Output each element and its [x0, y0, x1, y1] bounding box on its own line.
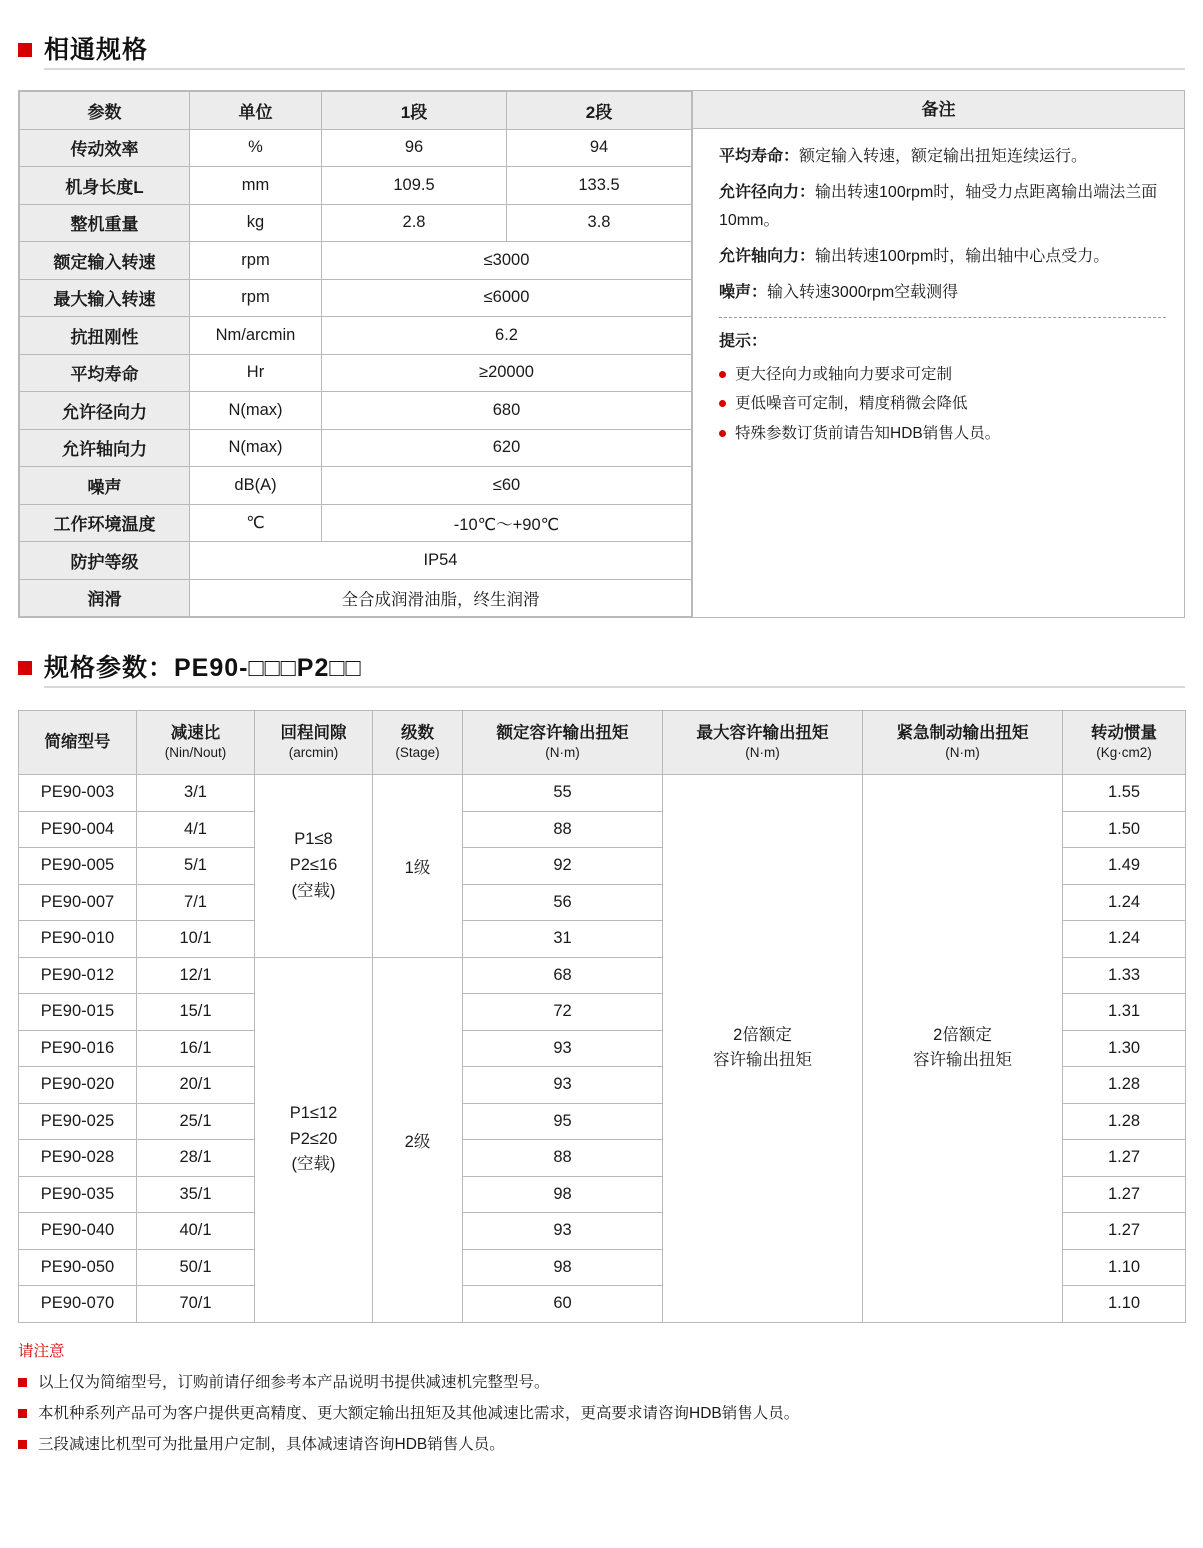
remark-label: 允许轴向力：	[719, 248, 816, 265]
section-heading-model-spec	[18, 648, 1185, 688]
spec-param-label: 平均寿命	[20, 354, 190, 392]
ratio-value: 5/1	[137, 848, 255, 885]
col-header-1: 简缩型号	[19, 711, 137, 775]
model-name: PE90-010	[19, 921, 137, 958]
notes-block	[18, 1339, 1185, 1478]
spec-unit: Hr	[190, 354, 322, 392]
table-row	[20, 279, 692, 317]
col-header-unit: (N·m)	[545, 745, 580, 761]
tip-item: 特殊参数订货前请告知HDB销售人员。	[719, 419, 1166, 448]
spec-value-stage1: 96	[322, 129, 507, 167]
tip-item: 更大径向力或轴向力要求可定制	[719, 360, 1166, 389]
note-item: 本机种系列产品可为客户提供更高精度、更大额定输出扭矩及其他减速比需求，更高要求请咨询HDB销售人员。	[18, 1398, 1185, 1429]
rated-output-torque: 98	[463, 1249, 663, 1286]
model-name: PE90-035	[19, 1176, 137, 1213]
spec-unit: dB(A)	[190, 467, 322, 505]
spec-param-label: 整机重量	[20, 204, 190, 242]
remark-body	[693, 129, 1184, 458]
ratio-value: 16/1	[137, 1030, 255, 1067]
remark-text: 输出转速100rpm时，输出轴中心点受力。	[815, 248, 1110, 265]
col-header-unit: (arcmin)	[288, 745, 339, 761]
spec-value-stage2: 133.5	[507, 167, 692, 205]
inertia-value: 1.10	[1063, 1286, 1186, 1323]
spec-param-label: 传动效率	[20, 129, 190, 167]
model-name: PE90-070	[19, 1286, 137, 1323]
ratio-value: 7/1	[137, 884, 255, 921]
ratio-value: 40/1	[137, 1213, 255, 1250]
ratio-value: 10/1	[137, 921, 255, 958]
tip-title: 提示：	[719, 333, 768, 350]
tip-item: 更低噪音可定制，精度稍微会降低	[719, 389, 1166, 418]
document-page	[0, 30, 1203, 1478]
rated-output-torque: 92	[463, 848, 663, 885]
inertia-value: 1.28	[1063, 1067, 1186, 1104]
stage-group-1: 1级	[373, 775, 463, 958]
spec-unit: mm	[190, 167, 322, 205]
inertia-value: 1.49	[1063, 848, 1186, 885]
stage-group-2: 2级	[373, 957, 463, 1322]
rated-output-torque: 88	[463, 1140, 663, 1177]
model-spec-block	[18, 710, 1185, 1323]
remark-item	[719, 143, 1166, 171]
table-row	[20, 204, 692, 242]
remark-label: 噪声：	[719, 284, 768, 301]
spec-param-label: 防护等级	[20, 542, 190, 580]
remark-item	[719, 279, 1166, 307]
rated-output-torque: 31	[463, 921, 663, 958]
remark-text: 输入转速3000rpm空载测得	[767, 284, 959, 301]
col-header-4: 级数 (Stage)	[373, 711, 463, 775]
model-name: PE90-004	[19, 811, 137, 848]
rated-output-torque: 93	[463, 1213, 663, 1250]
col-header-unit: (N·m)	[945, 745, 980, 761]
spec-param-label: 工作环境温度	[20, 504, 190, 542]
spec-unit: kg	[190, 204, 322, 242]
table-row	[20, 129, 692, 167]
spec-value: IP54	[190, 542, 692, 580]
inertia-value: 1.50	[1063, 811, 1186, 848]
inertia-value: 1.30	[1063, 1030, 1186, 1067]
spec-param-label: 机身长度L	[20, 167, 190, 205]
model-name: PE90-025	[19, 1103, 137, 1140]
table-row	[20, 542, 692, 580]
remark-label: 平均寿命：	[719, 148, 800, 165]
col-header-stage1: 1段	[322, 92, 507, 130]
inertia-value: 1.10	[1063, 1249, 1186, 1286]
spec-param-label: 允许轴向力	[20, 429, 190, 467]
table-row	[20, 354, 692, 392]
spec-value: 全合成润滑油脂，终生润滑	[190, 579, 692, 617]
table-header-row	[20, 92, 692, 130]
remark-label: 允许径向力：	[719, 184, 816, 201]
spec-value-stage1: 2.8	[322, 204, 507, 242]
ratio-value: 4/1	[137, 811, 255, 848]
note-item: 三段减速比机型可为批量用户定制，具体减速请咨询HDB销售人员。	[18, 1429, 1185, 1460]
table-row	[20, 317, 692, 355]
spec-unit: rpm	[190, 279, 322, 317]
spec-unit: N(max)	[190, 429, 322, 467]
col-header-7: 紧急制动输出扭矩 (N·m)	[863, 711, 1063, 775]
ratio-value: 35/1	[137, 1176, 255, 1213]
inertia-value: 1.28	[1063, 1103, 1186, 1140]
remark-panel	[692, 91, 1184, 617]
table-row	[20, 242, 692, 280]
model-name: PE90-003	[19, 775, 137, 812]
rated-output-torque: 60	[463, 1286, 663, 1323]
notes-title: 请注意	[18, 1342, 65, 1360]
dashed-divider	[719, 317, 1166, 318]
col-header-stage2: 2段	[507, 92, 692, 130]
table-row	[19, 775, 1186, 812]
inertia-value: 1.27	[1063, 1176, 1186, 1213]
inertia-value: 1.27	[1063, 1140, 1186, 1177]
brake-output-torque: 2倍额定 容许输出扭矩	[863, 775, 1063, 1323]
rated-output-torque: 98	[463, 1176, 663, 1213]
section-title: 规格参数：PE90-□□□P2□□	[44, 654, 362, 682]
spec-param-label: 噪声	[20, 467, 190, 505]
col-header-unit: (N·m)	[745, 745, 780, 761]
inertia-value: 1.24	[1063, 921, 1186, 958]
spec-value: ≥20000	[322, 354, 692, 392]
model-name: PE90-028	[19, 1140, 137, 1177]
max-output-torque: 2倍额定 容许输出扭矩	[663, 775, 863, 1323]
section-title: 相通规格	[44, 36, 149, 64]
backlash-group-2: P1≤12 P2≤20 (空载)	[255, 957, 373, 1322]
remark-text: 输出转速100rpm时，轴受力点距离输出端法兰面10mm。	[719, 184, 1158, 229]
notes-list	[18, 1367, 1185, 1460]
model-name: PE90-020	[19, 1067, 137, 1104]
spec-value-stage2: 3.8	[507, 204, 692, 242]
rated-output-torque: 95	[463, 1103, 663, 1140]
rated-output-torque: 56	[463, 884, 663, 921]
backlash-group-1: P1≤8 P2≤16 (空载)	[255, 775, 373, 958]
spec-param-label: 润滑	[20, 579, 190, 617]
ratio-value: 25/1	[137, 1103, 255, 1140]
col-header-3: 回程间隙 (arcmin)	[255, 711, 373, 775]
tips-list	[719, 360, 1166, 448]
spec-param-label: 最大输入转速	[20, 279, 190, 317]
spec-value: 680	[322, 392, 692, 430]
ratio-value: 20/1	[137, 1067, 255, 1104]
col-header-unit: (Nin/Nout)	[164, 745, 227, 761]
ratio-value: 50/1	[137, 1249, 255, 1286]
col-header-8: 转动惯量 (Kg·cm2)	[1063, 711, 1186, 775]
rated-output-torque: 93	[463, 1030, 663, 1067]
table-row	[20, 579, 692, 617]
spec-value: 6.2	[322, 317, 692, 355]
ratio-value: 15/1	[137, 994, 255, 1031]
remark-item	[719, 243, 1166, 271]
rated-output-torque: 55	[463, 775, 663, 812]
inertia-value: 1.24	[1063, 884, 1186, 921]
ratio-value: 3/1	[137, 775, 255, 812]
spec-value: ≤3000	[322, 242, 692, 280]
col-header-param: 参数	[20, 92, 190, 130]
col-header-5: 额定容许输出扭矩 (N·m)	[463, 711, 663, 775]
note-item: 以上仅为简缩型号，订购前请仔细参考本产品说明书提供减速机完整型号。	[18, 1367, 1185, 1398]
model-name: PE90-007	[19, 884, 137, 921]
ratio-value: 28/1	[137, 1140, 255, 1177]
model-name: PE90-012	[19, 957, 137, 994]
ratio-value: 70/1	[137, 1286, 255, 1323]
common-spec-block	[18, 90, 1185, 618]
inertia-value: 1.31	[1063, 994, 1186, 1031]
col-header-unit: 单位	[190, 92, 322, 130]
spec-unit: Nm/arcmin	[190, 317, 322, 355]
table-row	[20, 504, 692, 542]
square-bullet-icon	[18, 43, 32, 57]
section-heading-common-spec	[18, 30, 1185, 70]
rated-output-torque: 72	[463, 994, 663, 1031]
inertia-value: 1.55	[1063, 775, 1186, 812]
ratio-value: 12/1	[137, 957, 255, 994]
model-name: PE90-005	[19, 848, 137, 885]
spec-param-label: 抗扭刚性	[20, 317, 190, 355]
remark-item	[719, 179, 1166, 235]
col-header-unit: (Stage)	[395, 745, 440, 761]
inertia-value: 1.27	[1063, 1213, 1186, 1250]
spec-unit: ℃	[190, 504, 322, 542]
square-bullet-icon	[18, 661, 32, 675]
spec-unit: N(max)	[190, 392, 322, 430]
rated-output-torque: 93	[463, 1067, 663, 1104]
spec-value: ≤6000	[322, 279, 692, 317]
spec-value: ≤60	[322, 467, 692, 505]
table-row	[20, 429, 692, 467]
rated-output-torque: 68	[463, 957, 663, 994]
model-name: PE90-015	[19, 994, 137, 1031]
col-header-unit: (Kg·cm2)	[1096, 745, 1152, 761]
remark-header: 备注	[693, 91, 1184, 129]
col-header-2: 减速比 (Nin/Nout)	[137, 711, 255, 775]
common-spec-table	[19, 91, 692, 617]
rated-output-torque: 88	[463, 811, 663, 848]
spec-param-label: 允许径向力	[20, 392, 190, 430]
spec-param-label: 额定输入转速	[20, 242, 190, 280]
model-name: PE90-040	[19, 1213, 137, 1250]
spec-unit: %	[190, 129, 322, 167]
spec-value: -10℃～+90℃	[322, 504, 692, 542]
spec-value-stage2: 94	[507, 129, 692, 167]
model-name: PE90-016	[19, 1030, 137, 1067]
table-row	[20, 467, 692, 505]
spec-unit: rpm	[190, 242, 322, 280]
spec-value: 620	[322, 429, 692, 467]
table-header-row	[19, 711, 1186, 775]
spec-value-stage1: 109.5	[322, 167, 507, 205]
model-spec-table	[18, 710, 1186, 1323]
table-row	[20, 392, 692, 430]
col-header-6: 最大容许输出扭矩 (N·m)	[663, 711, 863, 775]
model-name: PE90-050	[19, 1249, 137, 1286]
inertia-value: 1.33	[1063, 957, 1186, 994]
table-row	[20, 167, 692, 205]
remark-text: 额定输入转速，额定输出扭矩连续运行。	[799, 148, 1088, 165]
